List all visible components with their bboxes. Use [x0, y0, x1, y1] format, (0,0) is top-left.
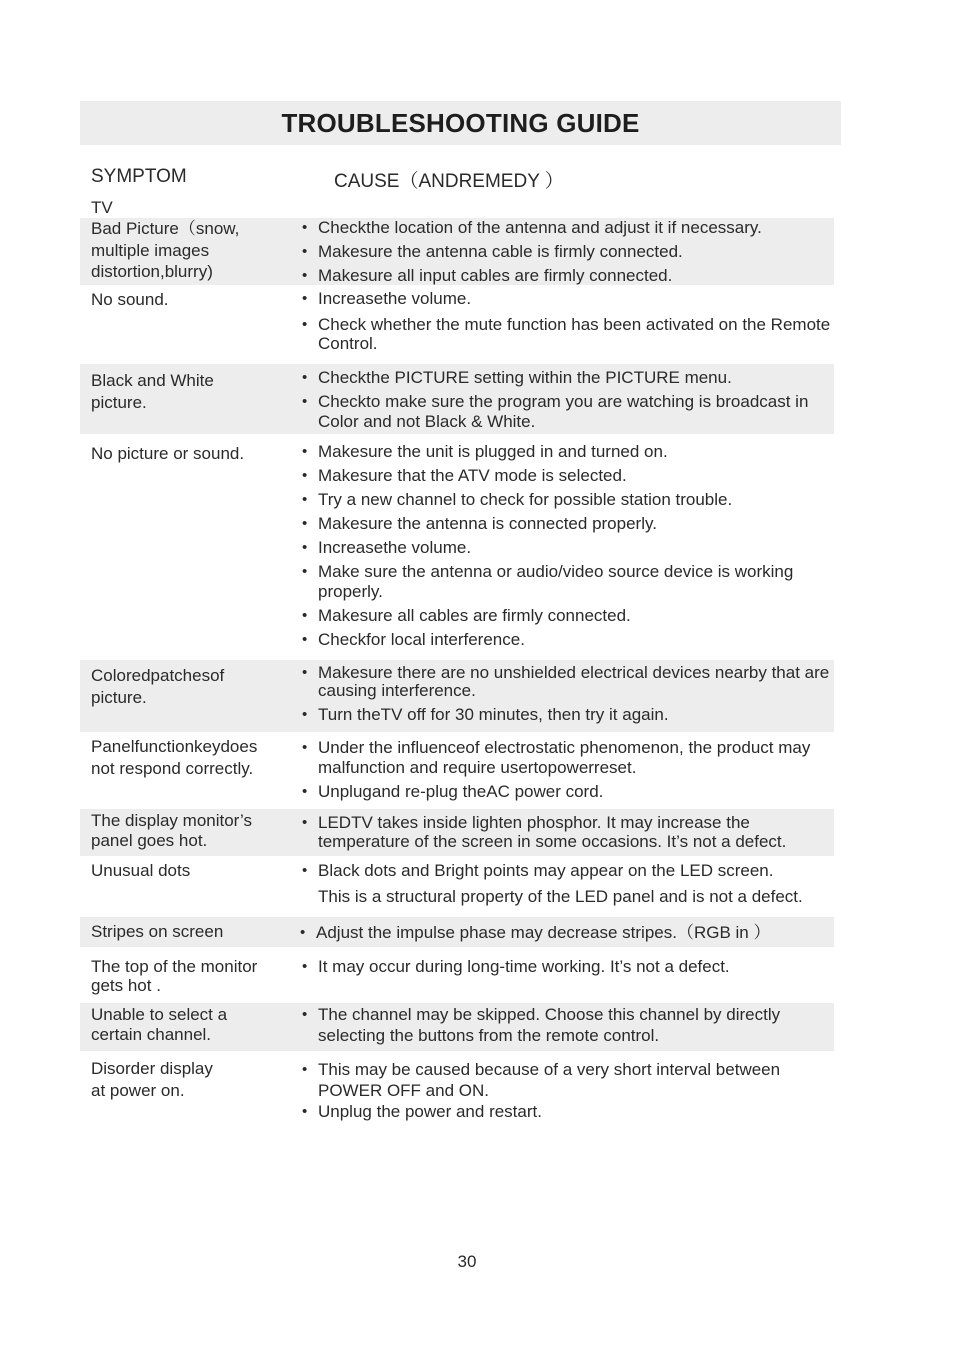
- symptom-cell: [91, 921, 281, 943]
- list-item: • Try a new channel to check for possible station trouble.: [302, 490, 733, 509]
- list-item: • This may be caused because of a very short interval between POWER OFF and ON.: [302, 1060, 781, 1100]
- symptom-line: Unable to select a: [91, 1005, 228, 1024]
- list-item: • Turn theTV off for 30 minutes, then try it again.: [302, 705, 669, 724]
- symptom-cell: [91, 811, 281, 851]
- list-item: • Increasethe volume.: [302, 289, 472, 308]
- bullet-icon: •: [302, 1103, 308, 1120]
- table-row: [80, 364, 834, 434]
- symptom-line: Coloredpatchesof: [91, 666, 225, 685]
- table-row: [80, 1003, 834, 1051]
- list-item: • Unplug the power and restart.: [302, 1102, 542, 1121]
- table-row: [80, 736, 834, 806]
- bullet-icon: •: [302, 467, 308, 484]
- bullet-icon: •: [302, 539, 308, 556]
- symptom-line: at power on.: [91, 1080, 185, 1100]
- table-row: [80, 660, 834, 732]
- symptom-cell: [91, 957, 281, 995]
- list-item: • Black dots and Bright points may appear on the LED screen.: [302, 861, 774, 880]
- cause-list: [300, 664, 840, 729]
- symptom-line: picture.: [91, 392, 147, 412]
- symptom-line: certain channel.: [91, 1025, 212, 1044]
- cause-list: [298, 923, 838, 947]
- symptom-line: No picture or sound.: [91, 444, 245, 463]
- cause-list: [300, 218, 840, 290]
- cause-list: [300, 1060, 840, 1126]
- bullet-icon: •: [302, 563, 308, 580]
- list-item: • LEDTV takes inside lighten phosphor. It may increase the temperature of the screen in some occasions. It’s not a defect.: [302, 813, 787, 851]
- symptom-cell: [91, 665, 281, 708]
- bullet-icon: •: [302, 606, 308, 624]
- list-item: This is a structural property of the LED panel and is not a defect.: [318, 886, 803, 906]
- list-item: • Makesure the unit is plugged in and turned on.: [302, 442, 668, 461]
- symptom-cell: [91, 1005, 281, 1045]
- bullet-icon: •: [302, 958, 308, 975]
- symptom-line: Disorder display: [91, 1059, 213, 1078]
- bullet-icon: •: [302, 243, 308, 260]
- symptom-cell: [91, 443, 281, 465]
- bullet-icon: •: [302, 1006, 308, 1023]
- list-item: • Adjust the impulse phase may decrease stripes.（RGB in ）: [300, 923, 771, 942]
- symptom-line: Panelfunctionkeydoes: [91, 737, 258, 756]
- list-item: • Under the influenceof electrostatic phenomenon, the product may malfunction and require usertopowerreset.: [302, 738, 811, 777]
- cause-list: [300, 957, 840, 981]
- table-row: [80, 917, 834, 947]
- cause-column-header: CAUSE（ANDREMEDY ）: [334, 171, 564, 192]
- cause-list: [300, 442, 840, 654]
- bullet-icon: •: [302, 862, 308, 879]
- title-bar: [80, 101, 841, 145]
- bullet-icon: •: [302, 290, 308, 307]
- list-item: • Unplugand re-plug theAC power cord.: [302, 781, 604, 801]
- symptom-line: No sound.: [91, 290, 169, 309]
- table-row: [80, 218, 834, 285]
- symptom-line: Unusual dots: [91, 861, 191, 880]
- bullet-icon: •: [302, 1061, 308, 1078]
- list-item: • Makesure the antenna cable is firmly connected.: [302, 242, 683, 261]
- list-item: • It may occur during long-time working. It’s not a defect.: [302, 957, 730, 976]
- symptom-cell: [91, 736, 281, 779]
- bullet-icon: •: [302, 315, 308, 333]
- symptom-line: picture.: [91, 687, 147, 707]
- list-item: • Checkthe PICTURE setting within the PICTURE menu.: [302, 368, 732, 387]
- bullet-icon: •: [302, 369, 308, 386]
- list-item: • The channel may be skipped. Choose this channel by directly selecting the buttons from the remote control.: [302, 1005, 781, 1045]
- bullet-icon: •: [302, 393, 308, 410]
- list-item: • Makesure there are no unshielded electrical devices nearby that are causing interference.: [302, 663, 830, 700]
- table-row: [80, 289, 834, 361]
- bullet-icon: •: [302, 491, 308, 508]
- list-item: • Make sure the antenna or audio/video source device is working properly.: [302, 562, 794, 601]
- symptom-cell: [91, 1058, 281, 1101]
- page-number: 30: [457, 1252, 477, 1271]
- bullet-icon: •: [302, 739, 308, 756]
- symptom-line: not respond correctly.: [91, 758, 254, 778]
- bullet-icon: •: [302, 706, 308, 723]
- table-row: [80, 1056, 834, 1126]
- list-item: • Increasethe volume.: [302, 538, 472, 557]
- symptom-cell: [91, 218, 281, 283]
- cause-list: [300, 289, 840, 358]
- table-row: [80, 809, 834, 856]
- list-item: • Makesure that the ATV mode is selected.: [302, 466, 627, 485]
- table-row: [80, 954, 834, 1000]
- cause-list: [300, 861, 845, 911]
- cause-list: [300, 738, 840, 806]
- symptom-line: The display monitor’s: [91, 811, 252, 830]
- page-title: TROUBLESHOOTING GUIDE: [281, 107, 640, 138]
- symptom-cell: [91, 860, 281, 882]
- bullet-icon: •: [302, 515, 308, 532]
- bullet-icon: •: [302, 443, 308, 460]
- symptom-column-header: SYMPTOM: [91, 166, 187, 187]
- symptom-line: Black and White: [91, 371, 214, 390]
- list-item: • Check whether the mute function has been activated on the Remote Control.: [302, 314, 831, 353]
- bullet-icon: •: [300, 924, 306, 941]
- list-item: • Makesure the antenna is connected properly.: [302, 514, 657, 533]
- table-row: [80, 440, 834, 655]
- bullet-icon: •: [302, 664, 308, 681]
- bullet-icon: •: [302, 219, 308, 236]
- cause-list: [300, 368, 840, 436]
- bullet-icon: •: [302, 782, 308, 800]
- symptom-line: distortion,blurry): [91, 262, 213, 281]
- list-item: • Checkfor local interference.: [302, 629, 525, 649]
- bullet-icon: •: [302, 267, 308, 284]
- symptom-cell: [91, 370, 281, 413]
- section-label-tv: TV: [91, 198, 113, 217]
- bullet-icon: •: [302, 630, 308, 648]
- cause-list: [300, 1005, 840, 1051]
- symptom-line: multiple images: [91, 240, 210, 260]
- symptom-cell: [91, 289, 281, 311]
- symptom-line: The top of the monitor: [91, 957, 258, 976]
- symptom-line: gets hot .: [91, 976, 161, 995]
- list-item: • Makesure all input cables are firmly connected.: [302, 266, 673, 285]
- symptom-line: Bad Picture（snow,: [91, 219, 240, 238]
- cause-list: [300, 813, 840, 856]
- symptom-line: Stripes on screen: [91, 922, 224, 941]
- symptom-line: panel goes hot.: [91, 831, 208, 850]
- bullet-icon: •: [302, 814, 308, 831]
- list-item: • Checkthe location of the antenna and adjust it if necessary.: [302, 218, 762, 237]
- list-item: • Checkto make sure the program you are watching is broadcast in Color and not Black & White.: [302, 392, 809, 431]
- table-row: [80, 858, 834, 913]
- list-item: • Makesure all cables are firmly connected.: [302, 605, 631, 625]
